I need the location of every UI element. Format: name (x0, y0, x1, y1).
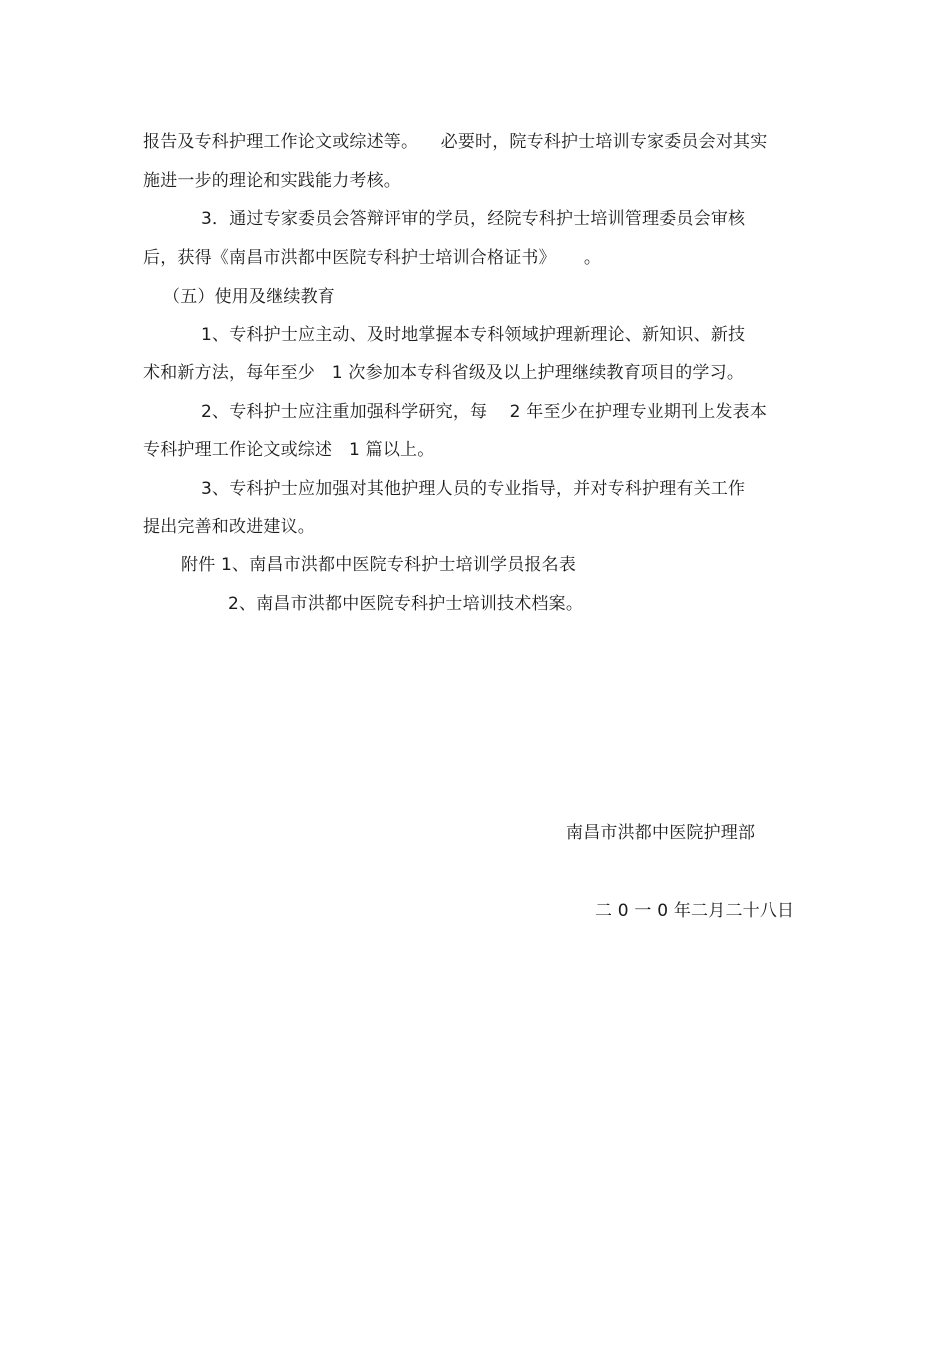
paragraph-line: 3、专科护士应加强对其他护理人员的专业指导，并对专科护理有关工作 (201, 479, 746, 499)
signature-organization: 南昌市洪都中医院护理部 (566, 823, 756, 843)
paragraph-line: 施进一步的理论和实践能力考核。 (143, 171, 401, 191)
paragraph-line: 术和新方法，每年至少 1 次参加本专科省级及以上护理继续教育项目的学习。 (143, 363, 745, 383)
paragraph-line: 提出完善和改进建议。 (143, 517, 315, 537)
attachment-line: 2、南昌市洪都中医院专科护士培训技术档案。 (228, 594, 584, 614)
signature-date: 二 0 一 0 年二月二十八日 (595, 901, 795, 921)
paragraph-line: 报告及专科护理工作论文或综述等。 必要时，院专科护士培训专家委员会对其实 (143, 132, 768, 152)
paragraph-line: 2、专科护士应注重加强科学研究，每 2 年至少在护理专业期刊上发表本 (201, 402, 768, 422)
section-heading: （五）使用及继续教育 (163, 287, 335, 307)
paragraph-line: 后，获得《南昌市洪都中医院专科护士培训合格证书》 。 (143, 248, 602, 268)
paragraph-line: 1、专科护士应主动、及时地掌握本专科领域护理新理论、新知识、新技 (201, 325, 746, 345)
paragraph-line: 3．通过专家委员会答辩评审的学员，经院专科护士培训管理委员会审核 (201, 209, 746, 229)
attachment-line: 附件 1、南昌市洪都中医院专科护士培训学员报名表 (181, 555, 577, 575)
paragraph-line: 专科护理工作论文或综述 1 篇以上。 (143, 440, 435, 460)
